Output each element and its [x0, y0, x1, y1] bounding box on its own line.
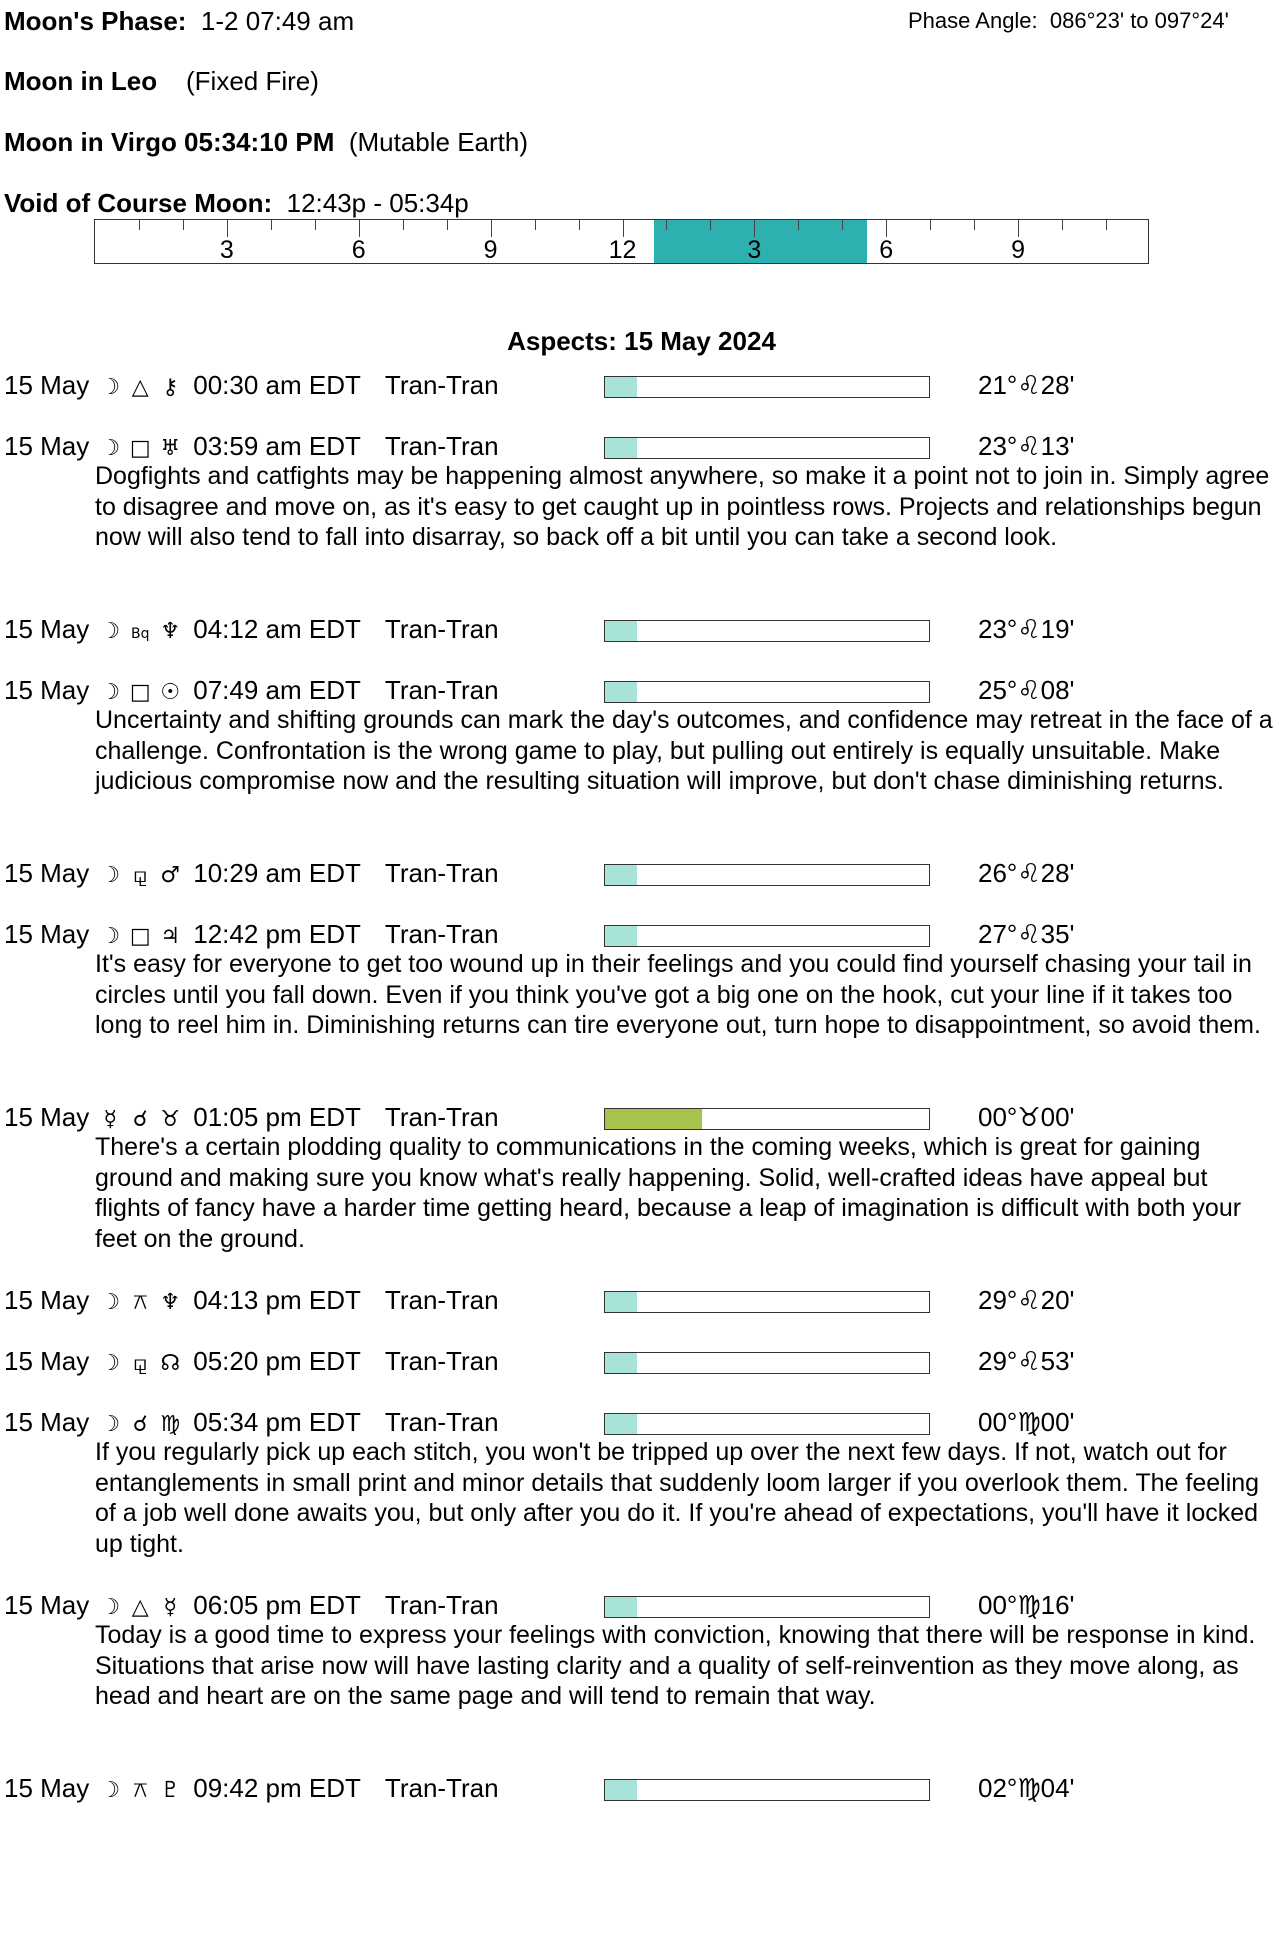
- aspect-position: 00°♍00': [978, 1407, 1075, 1437]
- aspects-title: Aspects: 15 May 2024: [507, 326, 776, 356]
- natal-point-icon: ☉: [160, 680, 181, 705]
- ruler-tick: [271, 220, 272, 230]
- aspect-strength-bar: [604, 1779, 930, 1801]
- transiting-planet-icon: ☽: [100, 680, 121, 705]
- aspect-strength-fill: [605, 865, 637, 885]
- aspect-time: 12:42 pm EDT: [193, 919, 361, 949]
- aspect-symbol-icon: ⚻: [132, 1778, 148, 1803]
- ruler-tick: [842, 220, 843, 230]
- aspect-type: Tran-Tran: [384, 614, 499, 644]
- aspect-strength-fill: [605, 1414, 637, 1434]
- transiting-planet-icon: ☽: [100, 1290, 121, 1315]
- aspect-type: Tran-Tran: [384, 1102, 499, 1132]
- aspect-strength-fill: [605, 1597, 637, 1617]
- aspect-strength-bar: [604, 437, 930, 459]
- aspect-symbol-icon: □: [129, 436, 151, 461]
- aspect-time: 01:05 pm EDT: [193, 1102, 361, 1132]
- aspect-date: 15 May: [4, 1102, 90, 1132]
- aspect-type: Tran-Tran: [384, 919, 499, 949]
- aspect-strength-bar: [604, 376, 930, 398]
- phase-angle-value: 086°23' to 097°24': [1049, 8, 1229, 33]
- phase-angle: [908, 8, 1229, 34]
- transiting-planet-icon: ☽: [100, 1351, 121, 1376]
- aspect-row: [4, 1346, 499, 1379]
- aspect-strength-fill: [605, 1109, 702, 1129]
- aspect-position: 00°♉00': [978, 1102, 1075, 1132]
- moon-phase-label: Moon's Phase:: [4, 6, 187, 36]
- aspect-strength-bar: [604, 1352, 930, 1374]
- transiting-planet-icon: ☽: [100, 1595, 121, 1620]
- aspect-description: It's easy for everyone to get too wound up in their feelings and you could find yourself chasing your tail in circles until you fall down. Even if you think you've got a big one on the hook, cut your line if it takes too long to reel him in. Diminishing returns can tire everyone out, turn hope to disappointment, so avoid them.: [95, 950, 1261, 1039]
- phase-angle-label: Phase Angle:: [908, 8, 1038, 33]
- ruler-hour-label: 12: [608, 236, 637, 264]
- aspect-date: 15 May: [4, 1407, 90, 1437]
- ruler-tick: [403, 220, 404, 230]
- aspect-date: 15 May: [4, 1285, 90, 1315]
- ruler-hour-label: 6: [351, 236, 366, 264]
- aspect-row: [4, 675, 499, 708]
- ruler-tick: [798, 220, 799, 230]
- ruler-hour-label: 3: [219, 236, 234, 264]
- aspect-strength-fill: [605, 926, 637, 946]
- aspect-row: [4, 431, 499, 464]
- aspect-strength-bar: [604, 681, 930, 703]
- ruler-tick: [359, 220, 360, 237]
- transiting-planet-icon: ☽: [100, 924, 121, 949]
- natal-point-icon: ♆: [160, 1290, 181, 1315]
- aspect-strength-fill: [605, 377, 637, 397]
- ruler-tick: [710, 220, 711, 230]
- aspect-position: 27°♌35': [978, 919, 1075, 949]
- aspect-position: 02°♍04': [978, 1773, 1075, 1803]
- aspect-strength-fill: [605, 1353, 637, 1373]
- aspect-position: 21°♌28': [978, 370, 1075, 400]
- aspect-strength-bar: [604, 1596, 930, 1618]
- moon-ingress-quality: (Mutable Earth): [348, 127, 528, 157]
- transiting-planet-icon: ☽: [100, 436, 121, 461]
- aspect-type: Tran-Tran: [384, 1590, 499, 1620]
- natal-point-icon: ⚷: [162, 375, 179, 400]
- voc-label: Void of Course Moon:: [4, 188, 273, 218]
- natal-point-icon: ☿: [163, 1595, 178, 1620]
- aspect-position: 26°♌28': [978, 858, 1075, 888]
- transiting-planet-icon: ☽: [100, 619, 121, 644]
- aspect-row: [4, 1773, 499, 1806]
- moon-ingress-label: Moon in Virgo 05:34:10 PM: [4, 127, 335, 157]
- natal-point-icon: ♅: [160, 436, 181, 461]
- aspect-description: Uncertainty and shifting grounds can mark the day's outcomes, and confidence may retreat in the face of a challenge. Confrontation is the wrong game to play, but pulling out entirely is equally unsuitable. Make judicious compromise now and the resulting situation will improve, but don't chase diminishing returns.: [95, 706, 1273, 795]
- aspect-row: [4, 614, 499, 649]
- moon-sign-quality: (Fixed Fire): [186, 66, 319, 96]
- aspect-position: 29°♌53': [978, 1346, 1075, 1376]
- aspect-type: Tran-Tran: [384, 1285, 499, 1315]
- aspect-type: Tran-Tran: [384, 675, 499, 705]
- moon-ingress-row: [4, 127, 528, 157]
- transiting-planet-icon: ☿: [103, 1107, 118, 1132]
- aspect-symbol-icon: □: [129, 680, 151, 705]
- aspect-date: 15 May: [4, 858, 90, 888]
- aspect-strength-bar: [604, 864, 930, 886]
- aspect-position: 23°♌13': [978, 431, 1075, 461]
- aspect-type: Tran-Tran: [384, 431, 499, 461]
- transiting-planet-icon: ☽: [100, 1412, 121, 1437]
- aspect-row: [4, 858, 499, 891]
- natal-point-icon: ♃: [160, 924, 181, 949]
- aspect-time: 06:05 pm EDT: [193, 1590, 361, 1620]
- natal-point-icon: ☊: [160, 1351, 181, 1376]
- aspect-date: 15 May: [4, 1773, 90, 1803]
- aspect-date: 15 May: [4, 370, 90, 400]
- ruler-tick: [623, 220, 624, 237]
- ruler-tick: [315, 220, 316, 230]
- aspect-strength-fill: [605, 621, 637, 641]
- aspect-symbol-icon: △: [131, 375, 149, 400]
- moon-phase-value: 1-2 07:49 am: [200, 6, 355, 36]
- moon-sign-label: Moon in Leo: [4, 66, 158, 96]
- aspect-symbol-icon: ⚼: [132, 1351, 148, 1376]
- aspect-type: Tran-Tran: [384, 858, 499, 888]
- ruler-hour-label: 6: [879, 236, 894, 264]
- aspect-symbol-icon: ⚼: [132, 863, 148, 888]
- ruler-tick: [447, 220, 448, 230]
- ruler-tick: [139, 220, 140, 230]
- aspect-symbol-icon: □: [129, 924, 151, 949]
- transiting-planet-icon: ☽: [100, 375, 121, 400]
- aspect-time: 10:29 am EDT: [193, 858, 361, 888]
- transiting-planet-icon: ☽: [100, 1778, 121, 1803]
- aspect-row: [4, 919, 499, 952]
- aspect-date: 15 May: [4, 919, 90, 949]
- ruler-tick: [930, 220, 931, 230]
- aspect-position: 23°♌19': [978, 614, 1075, 644]
- aspect-row: [4, 1590, 499, 1623]
- aspect-type: Tran-Tran: [384, 1773, 499, 1803]
- moon-phase-row: [4, 6, 354, 36]
- aspect-position: 29°♌20': [978, 1285, 1075, 1315]
- aspect-position: 00°♍16': [978, 1590, 1075, 1620]
- aspect-time: 03:59 am EDT: [193, 431, 361, 461]
- natal-point-icon: ♍: [160, 1412, 181, 1437]
- aspect-description: Dogfights and catfights may be happening almost anywhere, so make it a point not to join in. Simply agree to disagree and move on, as it's easy to get caught up in pointless rows. Projects and relationships begun now will also tend to fall into disarray, so back off a bit until you can take a second look.: [95, 462, 1270, 551]
- ruler-hour-label: 9: [483, 236, 498, 264]
- aspect-date: 15 May: [4, 1346, 90, 1376]
- aspect-time: 05:20 pm EDT: [193, 1346, 361, 1376]
- aspect-type: Tran-Tran: [384, 1407, 499, 1437]
- aspect-date: 15 May: [4, 431, 90, 461]
- transiting-planet-icon: ☽: [100, 863, 121, 888]
- natal-point-icon: ♂: [160, 863, 181, 888]
- aspect-row: [4, 370, 499, 403]
- aspect-row: [4, 1285, 499, 1318]
- ruler-tick: [1106, 220, 1107, 230]
- voc-value: 12:43p - 05:34p: [286, 188, 469, 218]
- ruler-tick: [974, 220, 975, 230]
- ruler-tick: [754, 220, 755, 237]
- aspect-time: 04:12 am EDT: [193, 614, 361, 644]
- moon-sign-row: [4, 66, 319, 96]
- aspect-time: 05:34 pm EDT: [193, 1407, 361, 1437]
- aspect-type: Tran-Tran: [384, 370, 499, 400]
- ruler-hour-label: 3: [747, 236, 762, 264]
- aspect-time: 00:30 am EDT: [193, 370, 361, 400]
- ruler-tick: [227, 220, 228, 237]
- aspect-row: [4, 1407, 499, 1440]
- aspect-date: 15 May: [4, 614, 90, 644]
- ruler-tick: [579, 220, 580, 230]
- aspect-symbol-icon: △: [131, 1595, 149, 1620]
- aspect-description: Today is a good time to express your feelings with conviction, knowing that there will be response in kind. Situations that arise now will have lasting clarity and a quality of self-reinvention as they move along, as head and heart are on the same page and will tend to remain that way.: [95, 1621, 1256, 1710]
- ruler-tick: [1062, 220, 1063, 230]
- ruler-tick: [183, 220, 184, 230]
- aspect-description: There's a certain plodding quality to communications in the coming weeks, which is great for gaining ground and making sure you know what's really happening. Solid, well-crafted ideas have appeal but flights of fancy have a harder time getting heard, because a leap of imagination is difficult with both your feet on the ground.: [95, 1133, 1242, 1253]
- aspect-position: 25°♌08': [978, 675, 1075, 705]
- ruler-hour-label: 9: [1011, 236, 1026, 264]
- aspect-strength-bar: [604, 620, 930, 642]
- aspect-time: 09:42 pm EDT: [193, 1773, 361, 1803]
- natal-point-icon: ♇: [160, 1778, 181, 1803]
- aspect-strength-fill: [605, 682, 637, 702]
- ruler-tick: [535, 220, 536, 230]
- aspect-row: [4, 1102, 499, 1135]
- ruler-tick: [491, 220, 492, 237]
- aspect-time: 04:13 pm EDT: [193, 1285, 361, 1315]
- aspect-symbol-icon: ☌: [132, 1107, 148, 1132]
- ruler-tick: [666, 220, 667, 230]
- aspect-symbol-icon: ☌: [132, 1412, 148, 1437]
- aspect-strength-fill: [605, 1780, 637, 1800]
- natal-point-icon: ♉: [160, 1107, 181, 1132]
- aspect-symbol-icon: ⚻: [132, 1290, 148, 1315]
- ruler-tick: [1018, 220, 1019, 237]
- aspect-strength-fill: [605, 1292, 637, 1312]
- aspect-date: 15 May: [4, 1590, 90, 1620]
- voc-timeline: [94, 219, 1149, 264]
- voc-row: [4, 188, 469, 218]
- aspect-time: 07:49 am EDT: [193, 675, 361, 705]
- natal-point-icon: ♆: [160, 619, 181, 644]
- aspect-date: 15 May: [4, 675, 90, 705]
- aspect-strength-bar: [604, 925, 930, 947]
- ruler-tick: [886, 220, 887, 237]
- aspect-strength-fill: [605, 438, 637, 458]
- aspect-symbol-icon: Bq: [131, 626, 150, 642]
- aspect-strength-bar: [604, 1413, 930, 1435]
- aspect-strength-bar: [604, 1108, 930, 1130]
- aspect-description: If you regularly pick up each stitch, you won't be tripped up over the next few days. If not, watch out for entanglements in small print and minor details that suddenly loom larger if you overlook them. The feeling of a job well done awaits you, but only after you do it. If you're ahead of expectations, you'll have it locked up tight.: [95, 1438, 1260, 1558]
- aspect-type: Tran-Tran: [384, 1346, 499, 1376]
- aspect-strength-bar: [604, 1291, 930, 1313]
